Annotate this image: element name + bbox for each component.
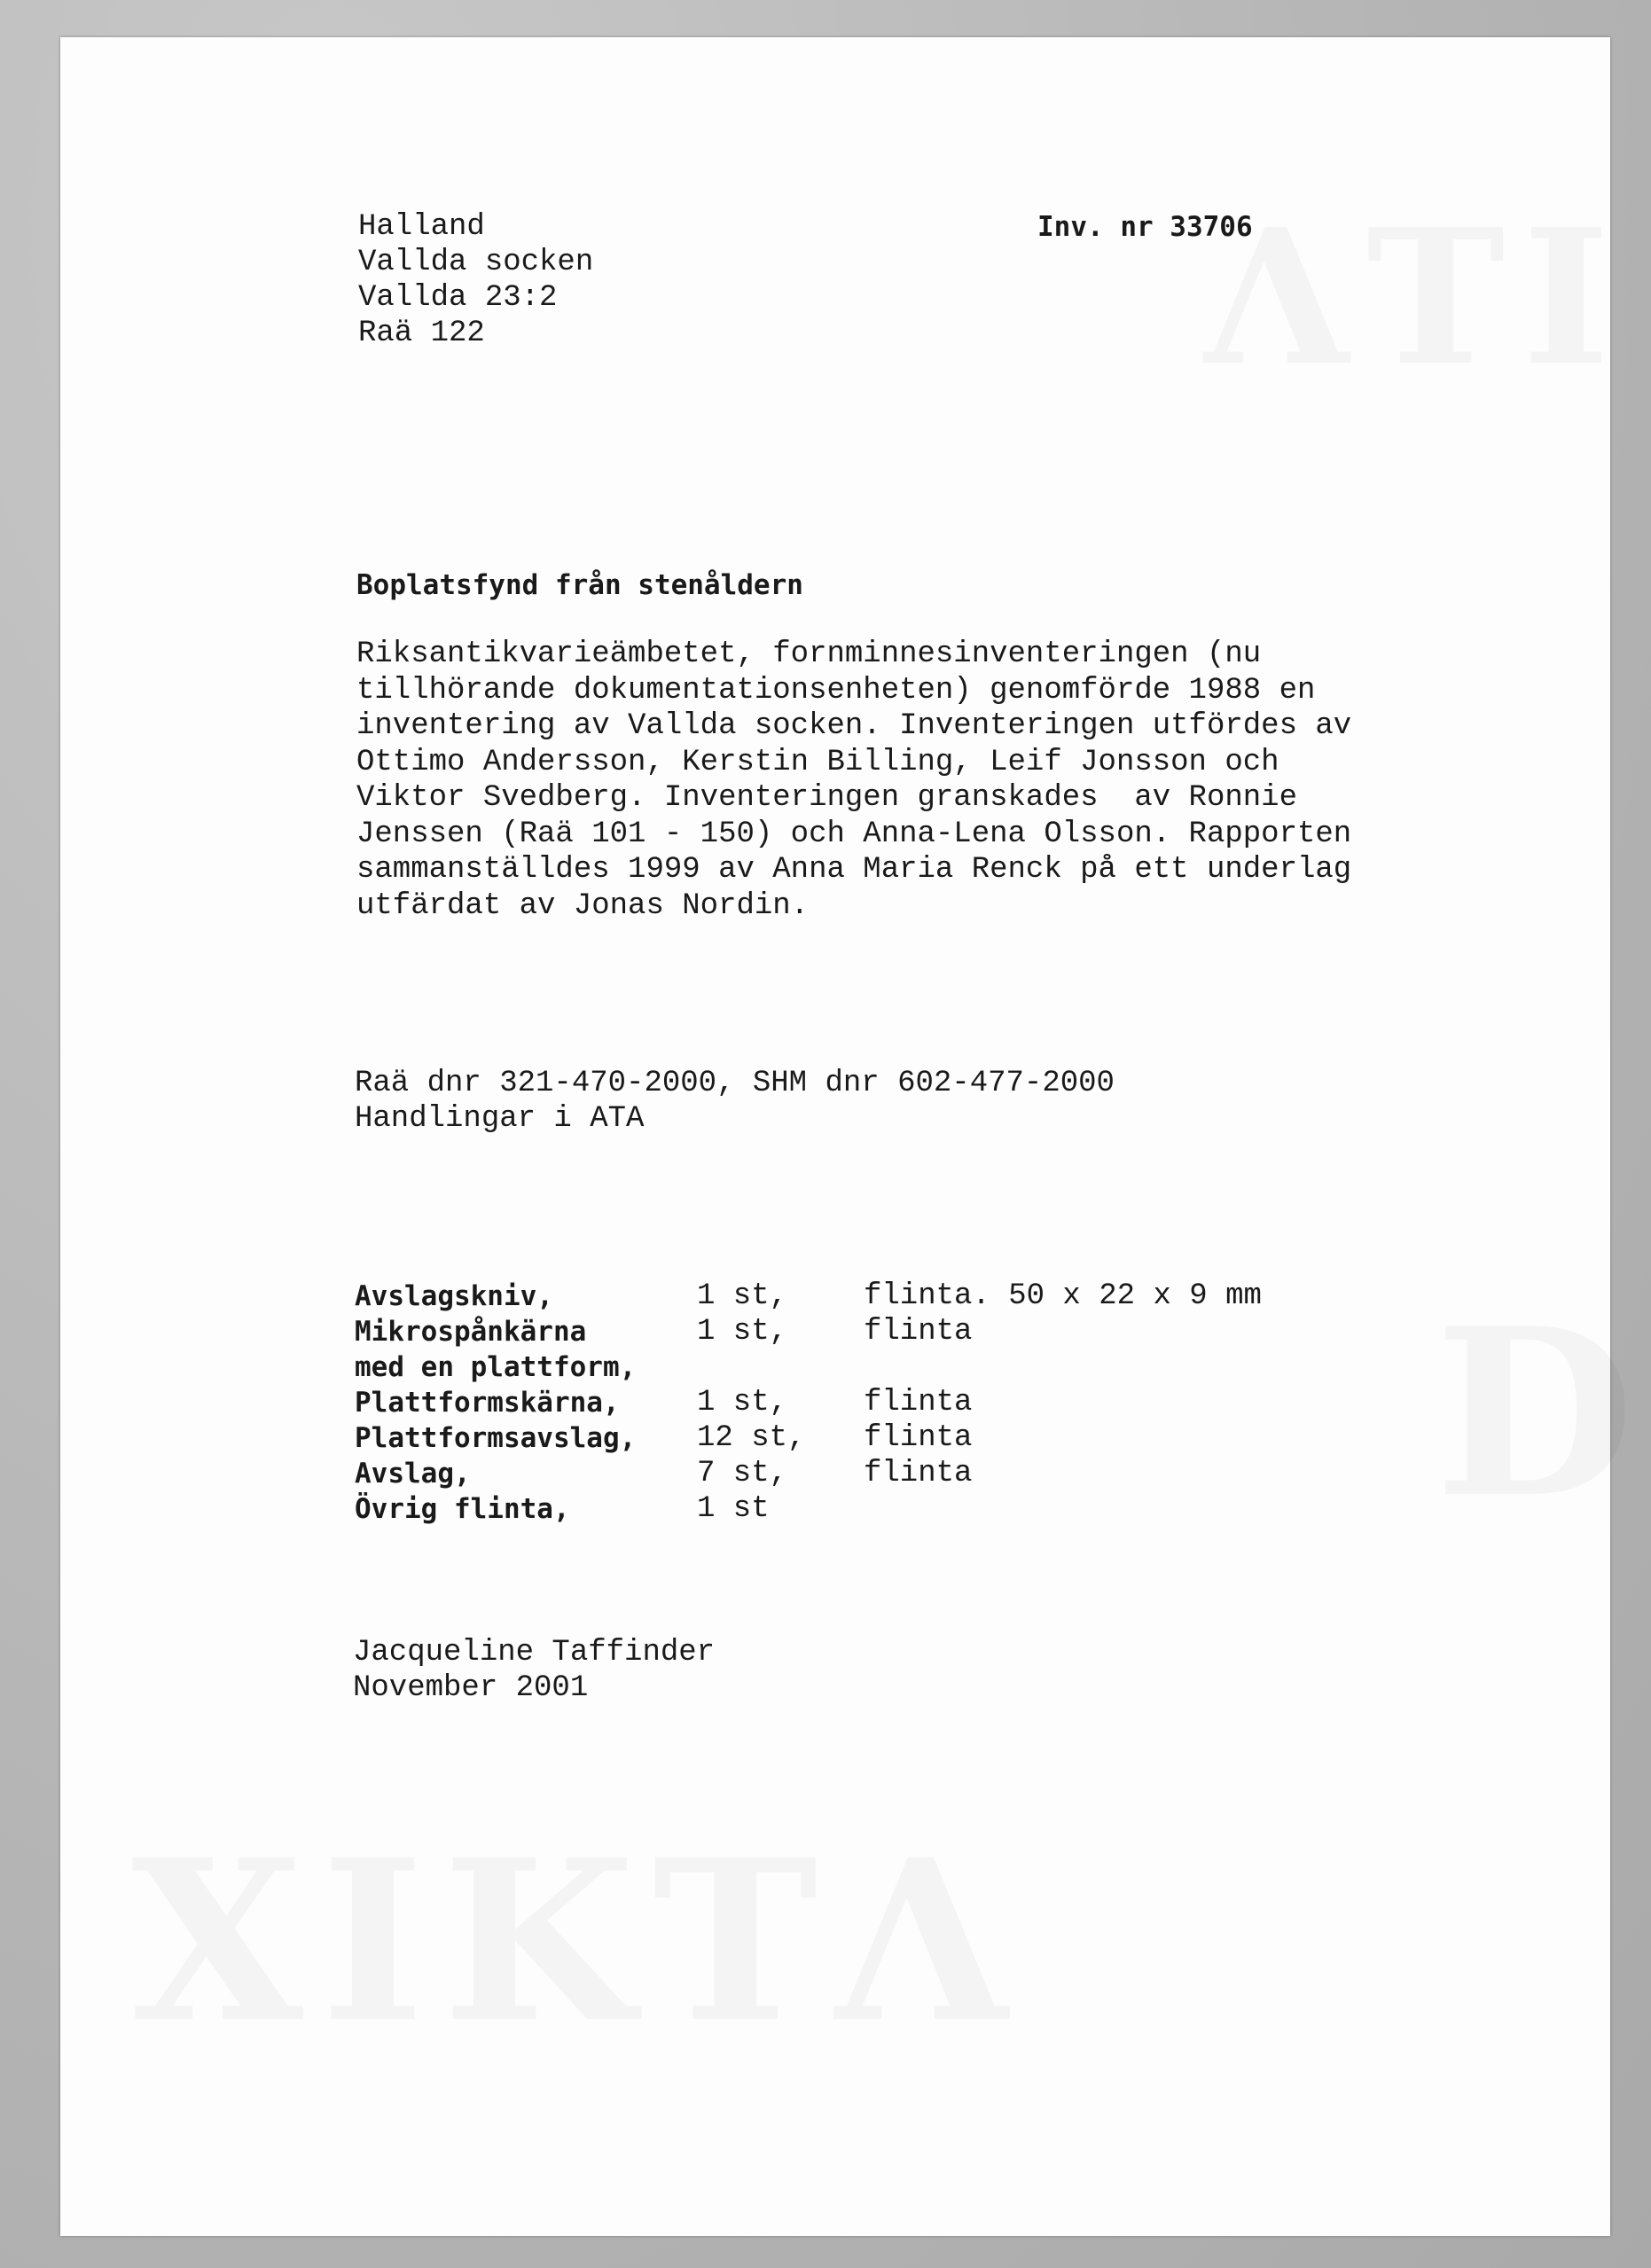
body-paragraph: [356, 637, 1420, 924]
inventory-number: Inv. nr 33706: [1037, 211, 1253, 243]
body-line: Viktor Svedberg. Inventeringen granskades av Ronnie: [356, 781, 1297, 815]
find-quantity: 1 st,: [697, 1386, 788, 1419]
show-through-mark: [1204, 188, 1627, 407]
body-line: inventering av Vallda socken. Inventeringen utfördes av: [356, 709, 1352, 743]
document-title: Boplatsfynd från stenåldern: [356, 569, 803, 601]
find-name: Plattformskärna,: [355, 1387, 620, 1419]
author-name: Jacqueline Taffinder: [353, 1636, 716, 1670]
location-property: Vallda 23:2: [358, 281, 558, 315]
find-material: flinta: [864, 1386, 973, 1419]
find-row: [355, 1314, 1330, 1349]
find-row: [355, 1279, 1330, 1314]
find-row: [355, 1385, 1330, 1420]
find-quantity: 1 st,: [697, 1279, 788, 1313]
document-date: November 2001: [353, 1671, 589, 1705]
document-page: [60, 37, 1610, 2236]
find-name: Plattformsavslag,: [355, 1422, 637, 1454]
body-line: Ottimo Andersson, Kerstin Billing, Leif Jonsson och: [356, 745, 1279, 779]
find-quantity: 1 st,: [697, 1315, 788, 1349]
find-name: Övrig flinta,: [355, 1493, 570, 1525]
find-material: flinta: [864, 1421, 973, 1455]
find-material: flinta: [864, 1457, 973, 1490]
find-name: Avslag,: [355, 1458, 471, 1490]
location-county: Halland: [358, 210, 485, 244]
archive-reference: Handlingar i ATA: [355, 1102, 645, 1136]
find-quantity: 12 st,: [697, 1421, 806, 1455]
find-name: med en plattform,: [355, 1351, 637, 1383]
find-material: flinta. 50 x 22 x 9 mm: [864, 1279, 1262, 1313]
find-quantity: 1 st: [697, 1492, 770, 1526]
find-row: [355, 1456, 1330, 1491]
body-line: Jenssen (Raä 101 - 150) och Anna-Lena Olsson. Rapporten: [356, 817, 1352, 851]
registry-numbers: Raä dnr 321-470-2000, SHM dnr 602-477-2000: [355, 1067, 1115, 1100]
body-line: Riksantikvarieämbetet, fornminnesinventeringen (nu: [356, 637, 1262, 671]
find-name: Avslagskniv,: [355, 1280, 553, 1312]
find-quantity: 7 st,: [697, 1457, 788, 1490]
body-line: utfärdat av Jonas Nordin.: [356, 888, 810, 923]
location-raa-number: Raä 122: [358, 317, 485, 350]
find-name: Mikrospånkärna: [355, 1316, 587, 1348]
find-row: [355, 1420, 1330, 1456]
location-parish: Vallda socken: [358, 246, 594, 279]
find-material: flinta: [864, 1315, 973, 1349]
show-through-mark: [131, 1810, 1025, 2071]
body-line: sammanställdes 1999 av Anna Maria Renck på ett underlag: [356, 853, 1352, 887]
body-line: tillhörande dokumentationsenheten) genomförde 1988 en: [356, 673, 1316, 708]
find-row: [355, 1349, 1330, 1385]
find-row: [355, 1491, 1330, 1527]
